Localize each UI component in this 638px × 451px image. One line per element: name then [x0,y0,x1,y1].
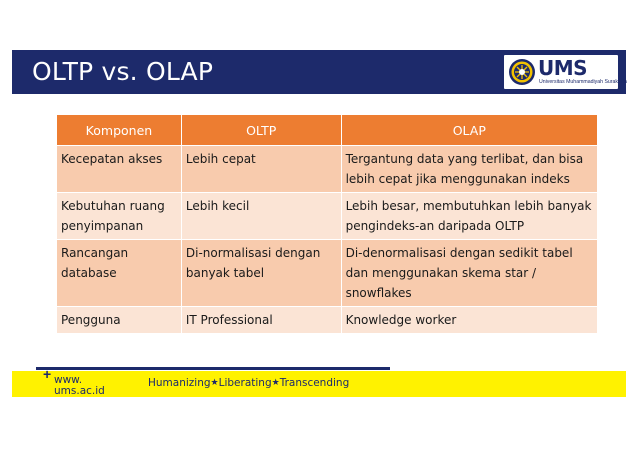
cell-oltp: IT Professional [181,307,341,334]
comparison-table [56,114,598,334]
table-header-row [57,115,598,146]
footer-divider [36,367,390,370]
header-oltp: OLTP [181,115,341,146]
slide-title: OLTP vs. OLAP [32,57,214,86]
title-bar [12,50,626,94]
table-row [57,193,598,240]
tagline-transcending: Transcending [279,377,350,389]
tagline-humanizing: Humanizing [148,377,211,389]
logo-wordmark: UMS [538,56,588,80]
cell-komponen: Kebutuhan ruang penyimpanan [57,193,182,240]
cell-oltp: Lebih kecil [181,193,341,240]
table-row [57,307,598,334]
plus-icon: + [43,366,52,382]
website-domain: ums.ac.id [54,385,105,397]
header-olap: OLAP [341,115,597,146]
ums-logo [504,55,627,89]
cell-komponen: Pengguna [57,307,182,334]
star-icon: ★ [271,378,280,388]
cell-komponen: Rancangan database [57,240,182,307]
cell-oltp: Di-normalisasi dengan banyak tabel [181,240,341,307]
tagline-liberating: Liberating [218,377,272,389]
cell-oltp: Lebih cepat [181,146,341,193]
logo-subtitle: Universitas Muhammadiyah Surakarta [539,79,627,85]
cell-olap: Lebih besar, membutuhkan lebih banyak pengindeks-an daripada OLTP [341,193,597,240]
cell-olap: Knowledge worker [341,307,597,334]
header-komponen: Komponen [57,115,182,146]
footer-bar [12,366,626,397]
cell-olap: Tergantung data yang terlibat, dan bisa lebih cepat jika menggunakan indeks [341,146,597,193]
university-emblem-icon [508,58,536,86]
cell-komponen: Kecepatan akses [57,146,182,193]
cell-olap: Di-denormalisasi dengan sedikit tabel dan menggunakan skema star / snowflakes [341,240,597,307]
table-row [57,146,598,193]
table-row [57,240,598,307]
star-icon: ★ [210,378,219,388]
website-prefix: www. [54,374,83,386]
footer-tagline [148,377,349,389]
